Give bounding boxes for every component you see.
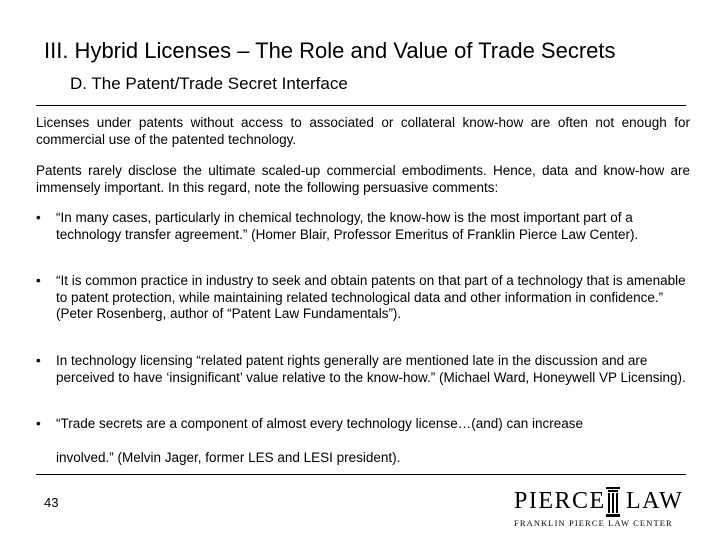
bottom-divider xyxy=(36,474,686,475)
bullet-marker: • xyxy=(36,353,41,368)
logo-word-law: LAW xyxy=(626,488,684,514)
bullet-continuation-text: involved.” (Melvin Jager, former LES and LESI president). xyxy=(56,450,401,465)
pillar-icon xyxy=(606,487,620,517)
bullet-marker: • xyxy=(36,210,41,225)
bullet-text: “It is common practice in industry to seek and obtain patents on that part of a technology that is amenable to patent protection, while maintaining related technological data and other information in confidence.” (Peter Rosenberg, author of “Patent Law Fundamentals”). xyxy=(56,273,686,321)
slide-title: III. Hybrid Licenses – The Role and Value of Trade Secrets xyxy=(44,38,616,63)
bullet-text: “In many cases, particularly in chemical technology, the know-how is the most important part of a technology transfer agreement.” (Homer Blair, Professor Emeritus of Franklin Pierce Law Center). xyxy=(56,210,639,242)
paragraph-patents: Patents rarely disclose the ultimate scaled-up commercial embodiments. Hence, data and know-how are immensely important. In this regard, note the following persuasive comments: xyxy=(36,163,690,195)
top-divider xyxy=(36,105,686,106)
bullet-item xyxy=(36,273,688,323)
logo-wordmark xyxy=(512,487,692,515)
logo-word-pierce: PIERCE xyxy=(514,488,606,514)
bullet-marker: • xyxy=(36,416,41,431)
bullet-item xyxy=(36,210,688,243)
bullet-item xyxy=(36,353,688,386)
bullet-text: In technology licensing “related patent rights generally are mentioned late in the discussion and are perceived to have ‘insignificant’ value relative to the know-how.” (Michael Ward, Honeywell VP Licensing). xyxy=(56,353,686,385)
pierce-law-logo xyxy=(512,481,692,531)
logo-tagline: FRANKLIN PIERCE LAW CENTER xyxy=(514,518,673,528)
bullet-text: “Trade secrets are a component of almost every technology license…(and) can increase xyxy=(56,416,584,431)
bullet-marker: • xyxy=(36,273,41,288)
page-number: 43 xyxy=(44,495,59,510)
slide-subtitle: D. The Patent/Trade Secret Interface xyxy=(70,74,348,93)
bullet-item xyxy=(36,416,688,433)
paragraph-licenses: Licenses under patents without access to associated or collateral know-how are often not enough for commercial use of the patented technology. xyxy=(36,115,690,147)
